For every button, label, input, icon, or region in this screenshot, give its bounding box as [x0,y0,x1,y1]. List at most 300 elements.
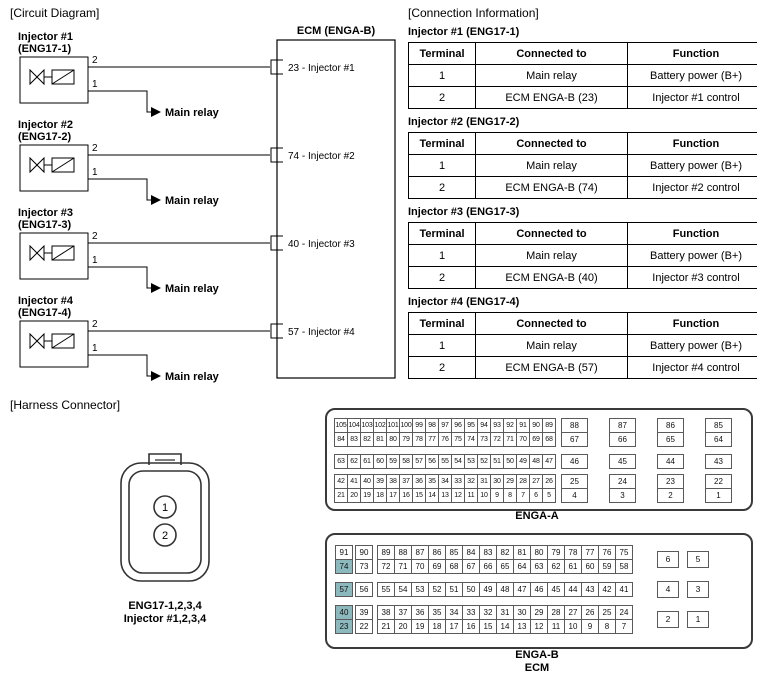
pin-cell: 85 [705,418,732,433]
pin-cell: 32 [464,474,478,489]
pin-cell: 72 [377,559,395,574]
table-cell: 1 [409,65,476,87]
column-header: Function [628,43,757,65]
pin-cell: 59 [598,559,616,574]
column-header: Function [628,313,757,335]
pin-cell: 69 [428,559,446,574]
column-header: Terminal [409,313,476,335]
pin-cell: 5 [687,551,709,568]
pin-cell: 8 [598,619,616,634]
pin-cell: 96 [451,418,465,433]
pin-cell: 42 [598,582,616,597]
pin-cell: 37 [394,605,412,620]
table-row [409,357,757,379]
pin-cell: 13 [438,488,452,503]
label: 23 - Injector #1 [288,63,355,74]
label: 1 [92,255,98,266]
pin-cell: 84 [462,545,480,560]
pin-cell: 87 [609,418,636,433]
table-cell: Battery power (B+) [628,155,757,177]
label: (ENG17-4) [18,307,72,319]
pin-cell: 90 [355,545,373,560]
pin-cell: 70 [516,432,530,447]
label: 1 [92,343,98,354]
pin-cell: 6 [657,551,679,568]
column-header: Terminal [409,223,476,245]
header-row [409,223,757,245]
pin-cell: 55 [377,582,395,597]
pin-cell: 1 [687,611,709,628]
connection-table [408,132,757,199]
label: 1 [92,79,98,90]
pin-cell: 65 [657,432,684,447]
pin-cell: 78 [564,545,582,560]
header-row [409,133,757,155]
pin-cell: 24 [609,474,636,489]
pin-cell: 18 [428,619,446,634]
pin-cell: 51 [490,454,504,469]
table-cell: ECM ENGA-B (40) [476,267,628,289]
pin-cell: 78 [412,432,426,447]
pin-cell: 28 [516,474,530,489]
pin-strip [334,488,556,503]
pin-cell: 56 [355,582,373,597]
arrow-head [151,107,161,117]
connection-info-tables [408,26,749,386]
pin-cell: 45 [609,454,636,469]
pin-cell: 103 [360,418,374,433]
pin-strip [334,418,556,433]
pin-cell: 74 [464,432,478,447]
column-header: Connected to [476,223,628,245]
pin-cell: 2 [657,488,684,503]
connection-table-title: Injector #2 (ENG17-2) [408,116,520,128]
pin-cell: 45 [547,582,565,597]
pin-cell: 91 [516,418,530,433]
connection-table [408,222,757,289]
pin-cell: 50 [503,454,517,469]
header-row [409,43,757,65]
pin-cell: 86 [428,545,446,560]
pin-cell: 4 [657,581,679,598]
pin-cell: 79 [547,545,565,560]
pin-cell: 49 [516,454,530,469]
table-cell: Injector #1 control [628,87,757,109]
label: Main relay [165,371,219,383]
pin-cell: 47 [542,454,556,469]
enga-a-label: ENGA-A [515,510,559,522]
pin-cell: 66 [609,432,636,447]
pin-cell: 49 [479,582,497,597]
pin-strip [377,545,633,560]
label: (ENG17-2) [18,131,72,143]
pin-cell: 56 [425,454,439,469]
pin-cell: 20 [347,488,361,503]
pin-cell: 43 [581,582,599,597]
injector-symbol [20,321,88,367]
pin-cell: 22 [705,474,732,489]
pin-cell: 46 [561,454,588,469]
pin-cell: 15 [412,488,426,503]
harness-connector-drawing [95,447,235,597]
pin-cell: 73 [355,559,373,574]
pin-cell: 38 [377,605,395,620]
pin-cell: 11 [464,488,478,503]
pin-cell: 28 [547,605,565,620]
pin-strip [377,559,633,574]
pin-cell: 60 [373,454,387,469]
pin-cell: 68 [542,432,556,447]
pin-cell: 8 [503,488,517,503]
pin-cell: 88 [561,418,588,433]
pin-cell: 71 [503,432,517,447]
pin-cell: 84 [334,432,348,447]
circuit-diagram-section-label: [Circuit Diagram] [10,6,100,20]
pin-cell: 80 [386,432,400,447]
table-cell: 2 [409,87,476,109]
label: Main relay [165,283,219,295]
pin-cell-highlighted: 40 [335,605,353,620]
table-cell: Injector #3 control [628,267,757,289]
label: 2 [92,55,98,66]
pin-cell: 5 [542,488,556,503]
table-row [409,87,757,109]
table-row [409,65,757,87]
connection-table-block [408,296,749,379]
pin-cell: 82 [496,545,514,560]
label: 2 [92,143,98,154]
table-cell: 1 [409,245,476,267]
arrow-head [151,371,161,381]
connector-body-outer [121,463,209,581]
table-cell: Main relay [476,335,628,357]
label: 74 - Injector #2 [288,151,355,162]
pin-strip [334,454,556,469]
pin-cell: 20 [394,619,412,634]
column-header: Connected to [476,43,628,65]
pin-cell: 53 [464,454,478,469]
pin1-wire [88,355,151,376]
pin-cell: 105 [334,418,348,433]
pin-cell: 66 [479,559,497,574]
pin-cell: 52 [477,454,491,469]
pin-cell-highlighted: 23 [335,619,353,634]
pin-cell: 75 [451,432,465,447]
pin-cell: 63 [530,559,548,574]
enga-b-connector [325,533,753,649]
connection-table-block [408,26,749,109]
pin-cell: 44 [564,582,582,597]
pin-cell: 12 [451,488,465,503]
pin-cell: 64 [705,432,732,447]
table-cell: 2 [409,267,476,289]
pin-cell: 39 [355,605,373,620]
pin-cell: 81 [373,432,387,447]
pin-cell: 24 [615,605,633,620]
column-header: Terminal [409,43,476,65]
pin-cell: 13 [513,619,531,634]
ecm-label: ECM [524,662,550,674]
pin-cell: 31 [477,474,491,489]
arrow-head [151,195,161,205]
pin1-wire [88,91,151,112]
pin-cell: 88 [394,545,412,560]
connection-table-title: Injector #1 (ENG17-1) [408,26,520,38]
pin-cell: 31 [496,605,514,620]
pin1-wire [88,267,151,288]
pin-cell: 18 [373,488,387,503]
pin-cell: 36 [411,605,429,620]
pin-cell: 39 [373,474,387,489]
pin-cell: 17 [386,488,400,503]
pin-cell: 60 [581,559,599,574]
pin-cell: 22 [355,619,373,634]
pin-cell: 75 [615,545,633,560]
pin-cell: 76 [598,545,616,560]
table-row [409,245,757,267]
pin-cell: 82 [360,432,374,447]
label: Injector #3 [18,207,74,219]
pin-cell: 14 [496,619,514,634]
pin-cell: 95 [464,418,478,433]
pin-cell: 35 [425,474,439,489]
pin-cell: 51 [445,582,463,597]
pin-cell: 25 [598,605,616,620]
pin-cell: 10 [477,488,491,503]
table-cell: ECM ENGA-B (23) [476,87,628,109]
pin-cell: 37 [399,474,413,489]
pin-cell: 17 [445,619,463,634]
pin-cell: 12 [530,619,548,634]
table-cell: 1 [409,155,476,177]
pin-cell: 97 [438,418,452,433]
arrow-head [151,283,161,293]
label: ECM (ENGA-B) [296,25,376,37]
table-cell: 1 [409,335,476,357]
pin-cell: 79 [399,432,413,447]
pin-cell: 33 [451,474,465,489]
table-cell: 2 [409,177,476,199]
table-cell: ECM ENGA-B (74) [476,177,628,199]
pin-cell: 67 [561,432,588,447]
label: 1 [92,167,98,178]
pin-cell: 61 [564,559,582,574]
pin-cell: 76 [438,432,452,447]
pin-strip [377,605,633,620]
table-row [409,335,757,357]
connection-table-block [408,206,749,289]
pin-cell: 100 [399,418,413,433]
pin-cell: 38 [386,474,400,489]
pin-cell: 62 [547,559,565,574]
pin-cell: 69 [529,432,543,447]
table-row [409,177,757,199]
pin-cell: 21 [377,619,395,634]
pin-cell-highlighted: 74 [335,559,353,574]
pin-cell: 72 [490,432,504,447]
table-row [409,267,757,289]
pin-cell: 47 [513,582,531,597]
harness-caption-line1: ENG17-1,2,3,4 [128,600,202,612]
pin-cell: 7 [615,619,633,634]
pin-cell: 59 [386,454,400,469]
table-cell: Battery power (B+) [628,245,757,267]
pin-strip [334,474,556,489]
table-cell: Main relay [476,155,628,177]
connection-information-section-label: [Connection Information] [408,6,539,20]
pin-cell: 15 [479,619,497,634]
pin-cell: 54 [394,582,412,597]
pin-cell: 52 [428,582,446,597]
pin-strip [377,582,633,597]
pin-cell: 48 [529,454,543,469]
pin-cell: 92 [503,418,517,433]
pin-cell: 41 [347,474,361,489]
column-header: Terminal [409,133,476,155]
pin-cell: 80 [530,545,548,560]
connection-table-block [408,116,749,199]
label: Main relay [165,107,219,119]
label: Injector #2 [18,119,74,131]
pin-cell: 27 [564,605,582,620]
table-cell: Injector #4 control [628,357,757,379]
connection-table-title: Injector #3 (ENG17-3) [408,206,520,218]
pin-cell: 32 [479,605,497,620]
pin-cell: 4 [561,488,588,503]
label: Injector #4 [18,295,74,307]
pin-cell: 14 [425,488,439,503]
pin-2-number: 2 [161,530,169,542]
pin-strip [377,619,633,634]
pin-cell: 16 [462,619,480,634]
pin-cell: 67 [462,559,480,574]
pin-cell: 44 [657,454,684,469]
pin-cell: 11 [547,619,565,634]
pin-cell: 42 [334,474,348,489]
harness-caption-line2: Injector #1,2,3,4 [123,613,207,625]
enga-a-connector [325,408,753,511]
pin-cell: 83 [479,545,497,560]
pin-cell: 89 [542,418,556,433]
pin-cell: 54 [451,454,465,469]
pin-1-number: 1 [161,502,169,514]
pin-cell: 63 [334,454,348,469]
pin-cell: 23 [657,474,684,489]
pin-cell: 7 [516,488,530,503]
pin1-wire [88,179,151,200]
pin-cell: 48 [496,582,514,597]
column-header: Function [628,223,757,245]
pin-cell: 50 [462,582,480,597]
pin-cell: 53 [411,582,429,597]
pin-cell: 85 [445,545,463,560]
pin-cell: 81 [513,545,531,560]
pin-cell: 35 [428,605,446,620]
pin-cell: 73 [477,432,491,447]
pin-cell: 94 [477,418,491,433]
pin-cell: 3 [609,488,636,503]
connection-table [408,312,757,379]
circuit-diagram [0,20,408,386]
pin-cell: 30 [513,605,531,620]
pin-cell: 55 [438,454,452,469]
pin-cell-highlighted: 57 [335,582,353,597]
pin-cell: 2 [657,611,679,628]
pin-cell: 68 [445,559,463,574]
pin-cell: 64 [513,559,531,574]
pin-cell: 70 [411,559,429,574]
pin-cell: 1 [705,488,732,503]
pin-cell: 90 [529,418,543,433]
label: 2 [92,319,98,330]
pin-cell: 10 [564,619,582,634]
column-header: Connected to [476,133,628,155]
label: 57 - Injector #4 [288,327,355,338]
injector-symbol [20,145,88,191]
connection-table [408,42,757,109]
pin-cell: 26 [581,605,599,620]
pin-cell: 34 [438,474,452,489]
label: 2 [92,231,98,242]
pin-cell: 36 [412,474,426,489]
pin-cell: 93 [490,418,504,433]
table-cell: Main relay [476,65,628,87]
pin-cell: 102 [373,418,387,433]
label: (ENG17-1) [18,43,72,55]
pin-cell: 9 [490,488,504,503]
pin-cell: 58 [615,559,633,574]
pin-cell: 41 [615,582,633,597]
column-header: Function [628,133,757,155]
pin-cell: 71 [394,559,412,574]
table-cell: Main relay [476,245,628,267]
table-cell: ECM ENGA-B (57) [476,357,628,379]
pin-cell: 98 [425,418,439,433]
label: Main relay [165,195,219,207]
injector-symbol [20,57,88,103]
pin-cell: 65 [496,559,514,574]
injector-symbol [20,233,88,279]
connector-body-inner [129,471,201,573]
harness-connector-section-label: [Harness Connector] [10,398,121,412]
pin-cell: 27 [529,474,543,489]
pin-cell: 46 [530,582,548,597]
label: (ENG17-3) [18,219,72,231]
pin-cell: 83 [347,432,361,447]
pin-strip [334,432,556,447]
pin-cell: 26 [542,474,556,489]
pin-cell: 19 [360,488,374,503]
pin-cell: 91 [335,545,353,560]
label: 40 - Injector #3 [288,239,355,250]
pin-cell: 57 [412,454,426,469]
pin-cell: 16 [399,488,413,503]
connection-table-title: Injector #4 (ENG17-4) [408,296,520,308]
pin-cell: 33 [462,605,480,620]
pin-cell: 6 [529,488,543,503]
pin-cell: 77 [581,545,599,560]
pin-cell: 25 [561,474,588,489]
pin-cell: 104 [347,418,361,433]
pin-cell: 101 [386,418,400,433]
pin-cell: 29 [530,605,548,620]
table-cell: Battery power (B+) [628,65,757,87]
table-cell: Battery power (B+) [628,335,757,357]
pin-cell: 58 [399,454,413,469]
table-cell: 2 [409,357,476,379]
pin-cell: 30 [490,474,504,489]
pin-cell: 87 [411,545,429,560]
